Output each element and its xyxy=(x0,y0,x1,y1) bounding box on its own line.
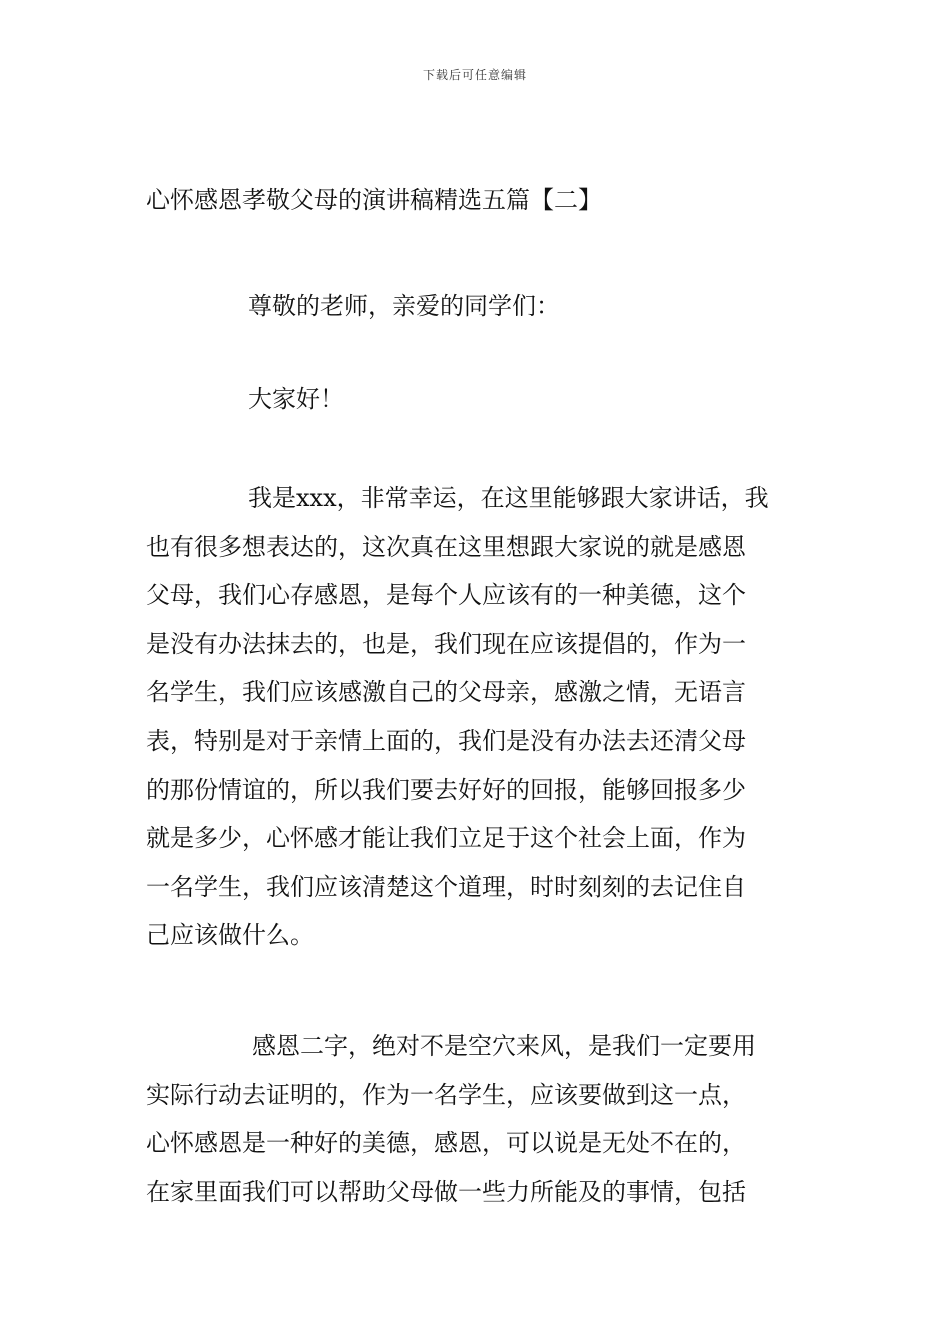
paragraph-1-line: 是没有办法抹去的，也是，我们现在应该提倡的，作为一 xyxy=(146,629,746,658)
paragraph-2 xyxy=(146,1022,808,1216)
paragraph-1-line: 己应该做什么。 xyxy=(146,921,314,950)
page-header-note: 下载后可任意编辑 xyxy=(422,68,527,82)
paragraph-2-line: 实际行动去证明的，作为一名学生，应该要做到这一点， xyxy=(146,1080,746,1109)
paragraph-1-line: 表，特别是对于亲情上面的，我们是没有办法去还清父母 xyxy=(146,726,746,755)
paragraph-1-line: 的那份情谊的，所以我们要去好好的回报，能够回报多少 xyxy=(146,775,746,804)
document-title: 心怀感恩孝敬父母的演讲稿精选五篇【二】 xyxy=(146,186,602,214)
paragraph-1-line: 名学生，我们应该感激自己的父母亲，感激之情，无语言 xyxy=(146,678,746,707)
paragraph-1-line: 就是多少，心怀感才能让我们立足于这个社会上面，作为 xyxy=(146,824,746,853)
paragraph-1-line: 我是xxx，非常幸运，在这里能够跟大家讲话，我 xyxy=(248,484,769,512)
hello-line: 大家好！ xyxy=(248,385,344,413)
paragraph-2-line: 心怀感恩是一种好的美德，感恩，可以说是无处不在的， xyxy=(146,1129,746,1158)
paragraph-2-line: 在家里面我们可以帮助父母做一些力所能及的事情，包括 xyxy=(146,1177,746,1206)
paragraph-1-line: 父母，我们心存感恩，是每个人应该有的一种美德，这个 xyxy=(146,581,746,610)
paragraph-1 xyxy=(146,474,808,960)
greeting-line: 尊敬的老师，亲爱的同学们： xyxy=(248,292,560,320)
paragraph-2-line: 感恩二字，绝对不是空穴来风，是我们一定要用 xyxy=(252,1032,756,1060)
paragraph-1-line: 也有很多想表达的，这次真在这里想跟大家说的就是感恩 xyxy=(146,532,746,561)
paragraph-1-line: 一名学生，我们应该清楚这个道理，时时刻刻的去记住自 xyxy=(146,872,746,901)
